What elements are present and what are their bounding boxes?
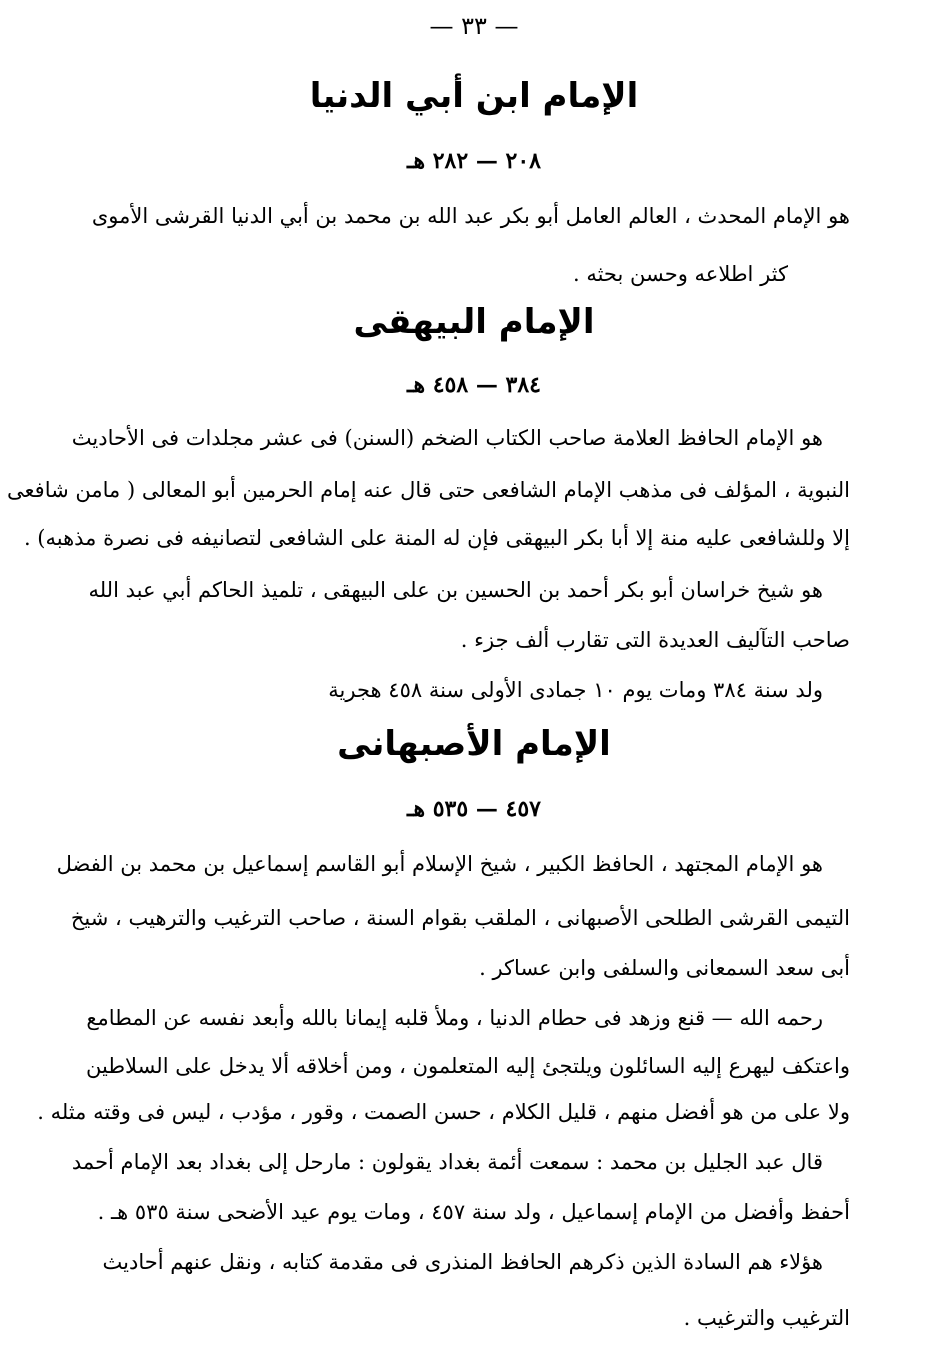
text-line: هو شيخ خراسان أبو بكر أحمد بن الحسين بن على البيهقى ، تلميذ الحاكم أبي عبد الله <box>88 578 823 602</box>
section-dates-asbahani: ٤٥٧ — ٥٣٥ هـ <box>407 796 541 822</box>
text-line: هؤلاء هم السادة الذين ذكرهم الحافظ المنذرى فى مقدمة كتابه ، ونقل عنهم أحاديث <box>102 1250 823 1274</box>
text-line: واعتكف ليهرع إليه السائلون ويلتجئ إليه المتعلمون ، ومن أخلاقه ألا يدخل على السلاطين <box>86 1054 850 1078</box>
text-line: هو الإمام المحدث ، العالم العامل أبو بكر عبد الله بن محمد بن أبي الدنيا القرشى الأموى <box>91 204 850 228</box>
text-line: رحمه الله — قنع وزهد فى حطام الدنيا ، وملأ قلبه إيمانا بالله وأبعد نفسه عن المطامع <box>86 1006 823 1030</box>
text-line: هو الإمام الحافظ العلامة صاحب الكتاب الضخم (السنن) فى عشر مجلدات فى الأحاديث <box>71 426 823 450</box>
text-line: ولا على من هو أفضل منهم ، قليل الكلام ، حسن الصمت ، وقور ، مؤدب ، ليس فى وقته مثله . <box>37 1100 850 1124</box>
text-line: قال عبد الجليل بن محمد : سمعت أئمة بغداد يقولون : مارحل إلى بغداد بعد الإمام أحمد <box>71 1150 823 1174</box>
section-title-asbahani: الإمام الأصبهانى <box>337 724 611 764</box>
text-line: صاحب التآليف العديدة التى تقارب ألف جزء . <box>460 628 850 652</box>
text-line: أحفظ وأفضل من الإمام إسماعيل ، ولد سنة ٤٥٧ ، ومات يوم عيد الأضحى سنة ٥٣٥ هـ . <box>97 1200 850 1224</box>
text-line: الترغيب والترغيب . <box>683 1306 850 1330</box>
section-dates-ibn-abi-al-dunya: ٢٠٨ — ٢٨٢ هـ <box>407 148 541 174</box>
text-line: أبى سعد السمعانى والسلفى وابن عساكر . <box>479 956 850 980</box>
text-line: التيمى القرشى الطلحى الأصبهانى ، الملقب بقوام السنة ، صاحب الترغيب والترهيب ، شيخ <box>70 906 850 930</box>
text-line: النبوية ، المؤلف فى مذهب الإمام الشافعى حتى قال عنه إمام الحرمين أبو المعالى ( مامن شافعى <box>7 478 850 502</box>
section-title-ibn-abi-al-dunya: الإمام ابن أبي الدنيا <box>309 76 639 116</box>
text-line: إلا وللشافعى عليه منة إلا أبا بكر البيهقى فإن له المنة على الشافعى لتصانيفه فى نصرة مذهبه) . <box>23 526 850 550</box>
text-line: هو الإمام المجتهد ، الحافظ الكبير ، شيخ الإسلام أبو القاسم إسماعيل بن محمد بن الفضل <box>56 852 823 876</box>
text-line: كثر اطلاعه وحسن بحثه . <box>572 262 788 286</box>
page-number: — ٣٣ — <box>429 12 519 40</box>
text-line: ولد سنة ٣٨٤ ومات يوم ١٠ جمادى الأولى سنة ٤٥٨ هجرية <box>328 678 823 702</box>
section-title-bayhaqi: الإمام البيهقى <box>353 302 595 342</box>
section-dates-bayhaqi: ٣٨٤ — ٤٥٨ هـ <box>407 372 541 398</box>
